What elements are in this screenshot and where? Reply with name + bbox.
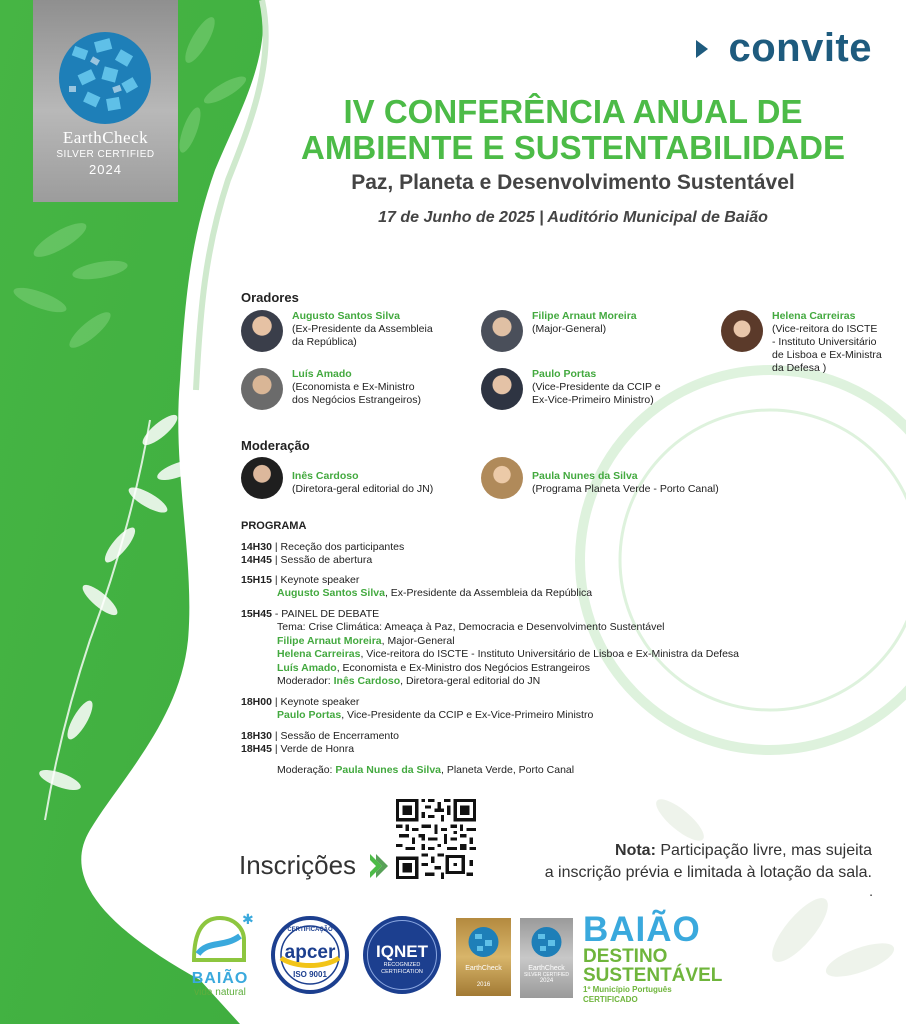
speaker-role: Ex-Vice-Primeiro Ministro) [532,394,654,406]
desc: Moderação: [277,764,336,776]
programa-block-1 [241,541,404,568]
moderator-name: Inês Cardoso [292,470,359,482]
speaker: Filipe Arnaut Moreira [277,634,382,647]
speaker-augusto-santos-silva [241,310,433,352]
destino-l1: DESTINO [583,946,668,967]
logos-row [0,905,906,1015]
speaker: Helena Carreiras [277,648,361,661]
earthcheck-globe-icon [456,918,511,960]
moderacao-heading: Moderação [241,438,310,453]
destino-l2: SUSTENTÁVEL [583,965,723,986]
earthcheck-badge [33,0,178,202]
svg-text:✱: ✱ [242,912,254,928]
desc: , Major-General [381,634,455,647]
speaker-role: dos Negócios Estrangeiros) [292,394,421,406]
speaker-role: da Defesa ) [772,362,827,374]
schedule-row [241,709,593,722]
speaker: Luís Amado [277,661,337,674]
desc: Moderador: [277,675,334,688]
schedule-row [241,541,404,554]
baiao-name: BAIÃO [191,970,249,987]
iqnet-sub1: RECOGNIZED [383,962,421,968]
subtitle: Paz, Planeta e Desenvolvimento Sustentável [351,171,795,194]
schedule-row [241,621,739,634]
schedule-row [241,675,739,688]
apcer-name: apcer [284,942,336,963]
desc: | Sessão de abertura [271,554,373,567]
avatar [481,457,523,499]
earthcheck-globe-icon [520,918,573,960]
title-line-1: IV CONFERÊNCIA ANUAL DE [343,93,803,130]
speaker: Paulo Portas [277,709,342,722]
desc: | Receção dos participantes [271,541,405,553]
earthcheck-globe-icon [55,28,155,128]
baiao-destino-sustentavel-logo [583,910,723,1004]
earthcheck-name: EarthCheck [62,128,149,147]
nota-line-2: a inscrição prévia e limitada à lotação da sala. [544,864,872,881]
baiao-mark-icon [184,910,256,965]
speaker-name: Helena Carreiras [772,310,856,322]
earthcheck-year: 2024 [89,162,122,177]
double-arrow-icon [368,852,390,880]
schedule-row [241,696,593,709]
iqnet-logo [363,916,441,994]
ec2024-sub: SILVER CERTIFIED [523,972,570,978]
desc: | Verde de Honra [271,743,355,756]
schedule-row [241,587,592,600]
convite-label: convite [728,26,872,70]
desc: , Vice-Presidente da CCIP e Ex-Vice-Primeiro Ministro [341,709,594,722]
speaker-role: (Major-General) [532,323,607,335]
moderator-name: Paula Nunes da Silva [532,470,638,482]
programa-block-4 [241,696,593,723]
time: 18H00 [241,696,272,708]
time: 18H30 [241,730,272,742]
speaker-role: - Instituto Universitário [772,336,877,348]
earthcheck-2016-logo [456,918,511,996]
moderator-role: (Programa Planeta Verde - Porto Canal) [532,483,719,495]
moderator-paula-nunes-da-silva [481,457,719,499]
avatar [241,368,283,410]
desc: , Economista e Ex-Ministro dos Negócios Estrangeiros [336,661,590,674]
ec2024-year: 2024 [539,978,554,984]
destino-l3: 1º Município Português CERTIFICADO [583,985,672,1004]
desc: - PAINEL DE DEBATE [271,608,380,620]
time: 18H45 [241,743,272,756]
inscricoes[interactable] [239,850,390,881]
programa-block-2 [241,574,592,601]
apcer-logo [271,916,349,994]
speaker-luis-amado [241,368,421,410]
avatar [481,310,523,352]
programa-block-3 [241,608,739,688]
schedule-row [241,662,739,675]
schedule-row [241,648,739,661]
speaker-role: (Economista e Ex-Ministro [292,381,415,393]
speaker-filipe-arnaut-moreira [481,310,637,352]
baiao-vida-natural-logo [184,910,256,1002]
speaker-role: da República) [292,336,357,348]
earthcheck-2024-logo [520,918,573,998]
time: 14H45 [241,554,272,567]
play-arrow-icon [696,40,708,58]
desc: | Keynote speaker [271,574,360,586]
inscricoes-label: Inscrições [239,850,357,880]
desc: , Ex-Presidente da Assembleia da República [384,587,593,600]
speaker-helena-carreiras [721,310,882,375]
schedule-row [241,743,399,756]
avatar [481,368,523,410]
time: 14H30 [241,541,272,553]
nota-text [545,840,872,884]
desc: , Diretora-geral editorial do JN [400,675,541,688]
programa-moderacao [241,764,574,777]
schedule-row [241,608,739,621]
time: 15H45 [241,608,272,620]
schedule-row [241,574,592,587]
speaker-role: (Vice-Presidente da CCIP e [532,381,661,393]
avatar [241,457,283,499]
desc: , Planeta Verde, Porto Canal [441,764,575,776]
schedule-row [241,764,574,777]
apcer-top: CERTIFICAÇÃO [287,927,333,933]
convite-header [696,26,872,71]
avatar [721,310,763,352]
ec2024-name: EarthCheck [528,965,565,972]
speaker-name: Filipe Arnaut Moreira [532,310,637,322]
speaker: Inês Cardoso [333,675,401,688]
schedule-row [241,730,399,743]
speaker-name: Augusto Santos Silva [292,310,400,322]
schedule-row [241,554,404,567]
ec2016-year: 2016 [476,982,491,988]
time: 15H15 [241,574,272,586]
speaker: Augusto Santos Silva [277,587,385,600]
speaker-role: (Vice-reitora do ISCTE [772,323,878,335]
trailing-dot: . [869,883,873,899]
moderator-ines-cardoso [241,457,433,499]
speaker-role: (Ex-Presidente da Assembleia [292,323,433,335]
desc: | Keynote speaker [271,696,360,708]
oradores-heading: Oradores [241,290,299,305]
schedule-row [241,635,739,648]
earthcheck-sub: SILVER CERTIFIED [56,149,155,160]
iqnet-name: IQNET [376,942,428,961]
speaker: Paula Nunes da Silva [335,764,442,776]
avatar [241,310,283,352]
title-line-2: AMBIENTE E SUSTENTABILIDADE [301,129,845,166]
moderator-role: (Diretora-geral editorial do JN) [292,483,434,495]
iqnet-sub2: CERTIFICATION [381,969,423,975]
date-location: 17 de Junho de 2025 | Auditório Municipal de Baião [378,209,768,226]
speaker-name: Paulo Portas [532,368,597,380]
qr-code[interactable] [396,799,476,879]
desc: , Vice-reitora do ISCTE - Instituto Universitário de Lisboa e Ex-Ministra da Defesa [360,648,740,661]
speaker-role: de Lisboa e Ex-Ministra [772,349,882,361]
desc: Tema: Crise Climática: Ameaça à Paz, Democracia e Desenvolvimento Sustentável [277,621,665,634]
nota-bold: Nota: [615,842,656,859]
ec2016-name: EarthCheck [465,965,502,972]
apcer-iso: ISO 9001 [293,970,327,979]
programa-block-5 [241,730,399,757]
speaker-name: Luís Amado [292,368,352,380]
desc: | Sessão de Encerramento [271,730,399,742]
programa-heading: PROGRAMA [241,520,307,532]
destino-baiao: BAIÃO [583,910,701,949]
baiao-tagline: vida natural [194,987,246,998]
nota-line-1: Participação livre, mas sujeita [655,842,872,859]
speaker-paulo-portas [481,368,661,410]
